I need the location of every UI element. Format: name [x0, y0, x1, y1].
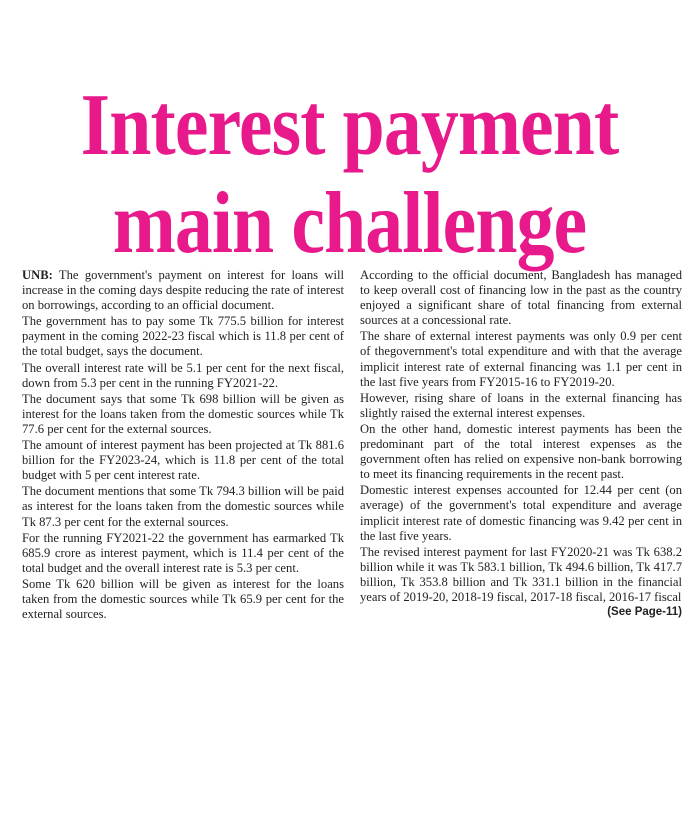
article-column-right	[360, 268, 682, 623]
article-column-left	[22, 268, 344, 623]
article-paragraph: However, rising share of loans in the external financing has slightly raised the external interest expenses.	[360, 390, 682, 420]
news-source-credit: UNB:	[22, 268, 53, 282]
article-paragraph: Some Tk 620 billion will be given as interest for the loans taken from the domestic sources while Tk 65.9 per cent for the external sources.	[22, 576, 344, 622]
article-paragraph: Domestic interest expenses accounted for 12.44 per cent (on average) of the government's total expenditure and average implicit interest rate of domestic financing was 9.42 per cent in the last five years.	[360, 483, 682, 543]
article-paragraph: The amount of interest payment has been projected at Tk 881.6 billion for the FY2023-24, which is 11.8 per cent of the total budget with 5 per cent interest rate.	[22, 438, 344, 483]
article-paragraph: According to the official document, Bangladesh has managed to keep overall cost of financing low in the past as the country enjoyed a significant share of total financing from external sources at a concessional rate.	[360, 268, 682, 328]
headline-line-1: Interest payment	[80, 76, 619, 174]
article-paragraph: The document mentions that some Tk 794.3 billion will be paid as interest for the loans taken from the domestic sources while Tk 87.3 per cent for the external sources.	[22, 484, 344, 529]
paragraph-text: The revised interest payment for last FY2020-21 was Tk 638.2 billion while it was Tk 583.1 billion, Tk 494.6 billion, Tk 417.7 billion, Tk 353.8 billion and Tk 331.1 billion in the financial years of 2019-20, 2018-19 fiscal, 2017-18 fiscal, 2016-17 fiscal	[360, 544, 682, 604]
article-body	[22, 268, 682, 623]
article-paragraph: On the other hand, domestic interest payments has been the predominant part of the total interest expenses as the government often has relied on expensive non-bank borrowing to meet its financing requirements in the recent past.	[360, 421, 682, 482]
article-paragraph: The government has to pay some Tk 775.5 billion for interest payment in the coming 2022-23 fiscal which is 11.8 per cent of the total budget, says the document.	[22, 314, 344, 359]
headline-line-2: main challenge	[112, 174, 587, 272]
article-paragraph: The document says that some Tk 698 billion will be given as interest for the loans taken from the domestic sources while Tk 77.6 per cent for the external sources.	[22, 391, 344, 436]
article-paragraph	[360, 544, 682, 619]
article-paragraph	[22, 268, 344, 313]
article-paragraph: The share of external interest payments was only 0.9 per cent of thegovernment's total expenditure and with that the average implicit interest rate of external financing was 1.1 per cent in the last five years from FY2015-16 to FY2019-20.	[360, 329, 682, 389]
continuation-reference: (See Page-11)	[607, 606, 682, 619]
article-paragraph: For the running FY2021-22 the government has earmarked Tk 685.9 crore as interest payment, which is 11.4 per cent of the total budget and the overall interest rate is 5.3 per cent.	[22, 530, 344, 575]
article-paragraph: The overall interest rate will be 5.1 per cent for the next fiscal, down from 5.3 per cent in the running FY2021-22.	[22, 360, 344, 390]
paragraph-text: The government's payment on interest for loans will increase in the coming days despite reducing the rate of interest on borrowings, according to an official document.	[22, 268, 345, 313]
headline	[49, 77, 650, 273]
